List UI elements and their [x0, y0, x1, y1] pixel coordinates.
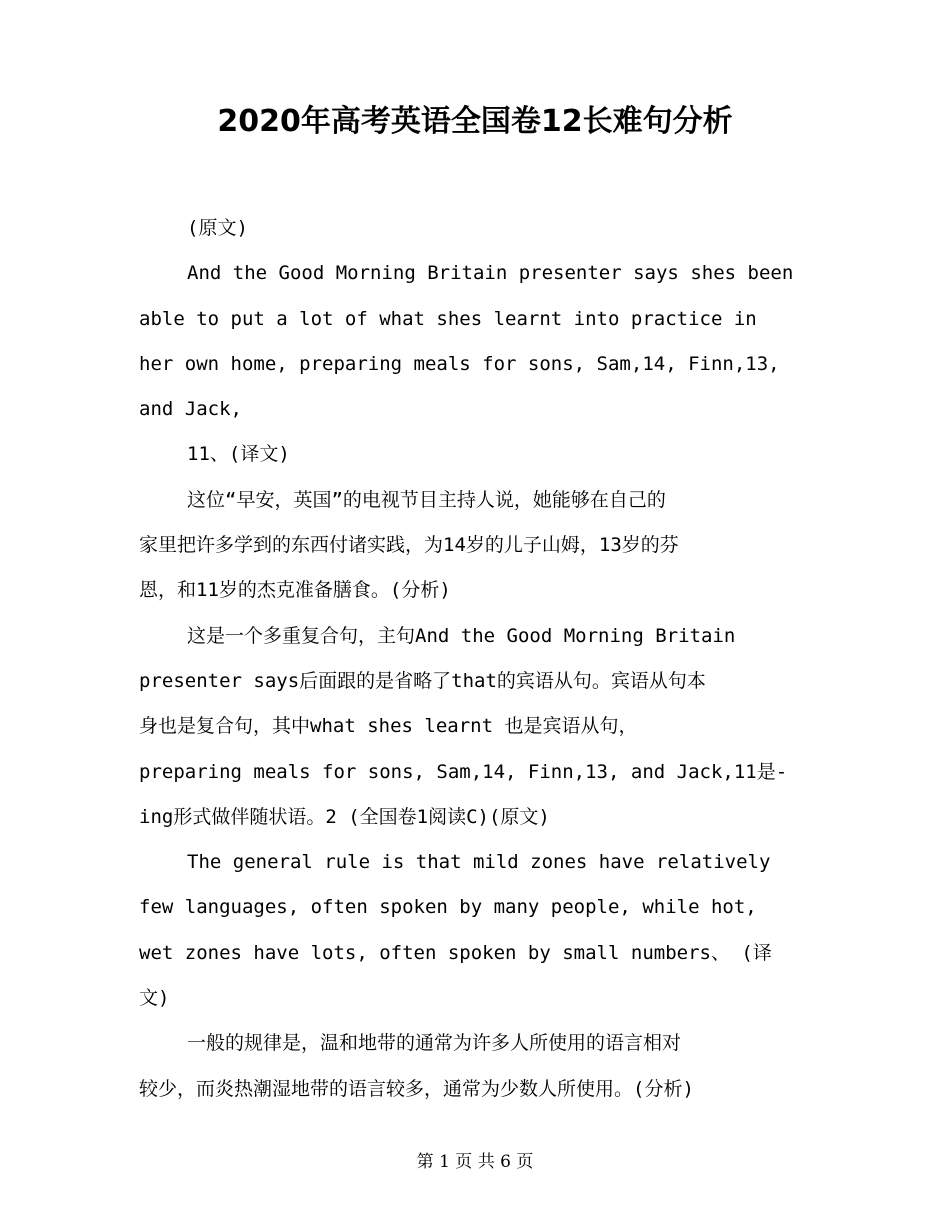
paragraph-line: 恩，和11岁的杰克准备膳食。(分析) — [139, 579, 451, 602]
paragraph-line: And the Good Morning Britain presenter says shes been — [187, 262, 794, 285]
paragraph-line: 文) — [139, 987, 170, 1010]
paragraph-line: 11、(译文) — [187, 443, 290, 466]
paragraph-line: 较少，而炎热潮湿地带的语言较多，通常为少数人所使用。(分析) — [139, 1077, 694, 1100]
paragraph-line: 家里把许多学到的东西付诸实践，为14岁的儿子山姆，13岁的芬 — [139, 534, 679, 557]
paragraph-line: (原文) — [187, 217, 248, 239]
paragraph-line: able to put a lot of what shes learnt into practice in — [139, 307, 757, 330]
paragraph-line: ing形式做伴随状语。2 (全国卷1阅读C)(原文) — [139, 805, 550, 828]
document-body — [139, 206, 819, 1112]
paragraph-line: 一般的规律是，温和地带的通常为许多人所使用的语言相对 — [187, 1032, 682, 1055]
paragraph-line: and Jack, — [139, 398, 242, 421]
paragraph-line: presenter says后面跟的是省略了that的宾语从句。宾语从句本 — [139, 669, 706, 692]
page-footer: 第 1 页 共 6 页 — [416, 1152, 534, 1172]
paragraph-line: 这位“早安，英国”的电视节目主持人说，她能够在自己的 — [187, 488, 666, 511]
paragraph-line: preparing meals for sons, Sam,14, Finn,13, and Jack,11是- — [139, 760, 788, 783]
paragraph-line: The general rule is that mild zones have relatively — [187, 851, 771, 874]
paragraph-line: her own home, preparing meals for sons, Sam,14, Finn,13, — [139, 352, 780, 375]
paragraph-line: 身也是复合句，其中what shes learnt 也是宾语从句， — [139, 715, 638, 738]
paragraph-line: few languages, often spoken by many people, while hot, — [139, 896, 757, 919]
paragraph-line: wet zones have lots, often spoken by small numbers、 (译 — [139, 941, 772, 964]
paragraph-line: 这是一个多重复合句，主句And the Good Morning Britain — [187, 624, 736, 647]
document-title: 2020年高考英语全国卷12长难句分析 — [217, 104, 733, 139]
